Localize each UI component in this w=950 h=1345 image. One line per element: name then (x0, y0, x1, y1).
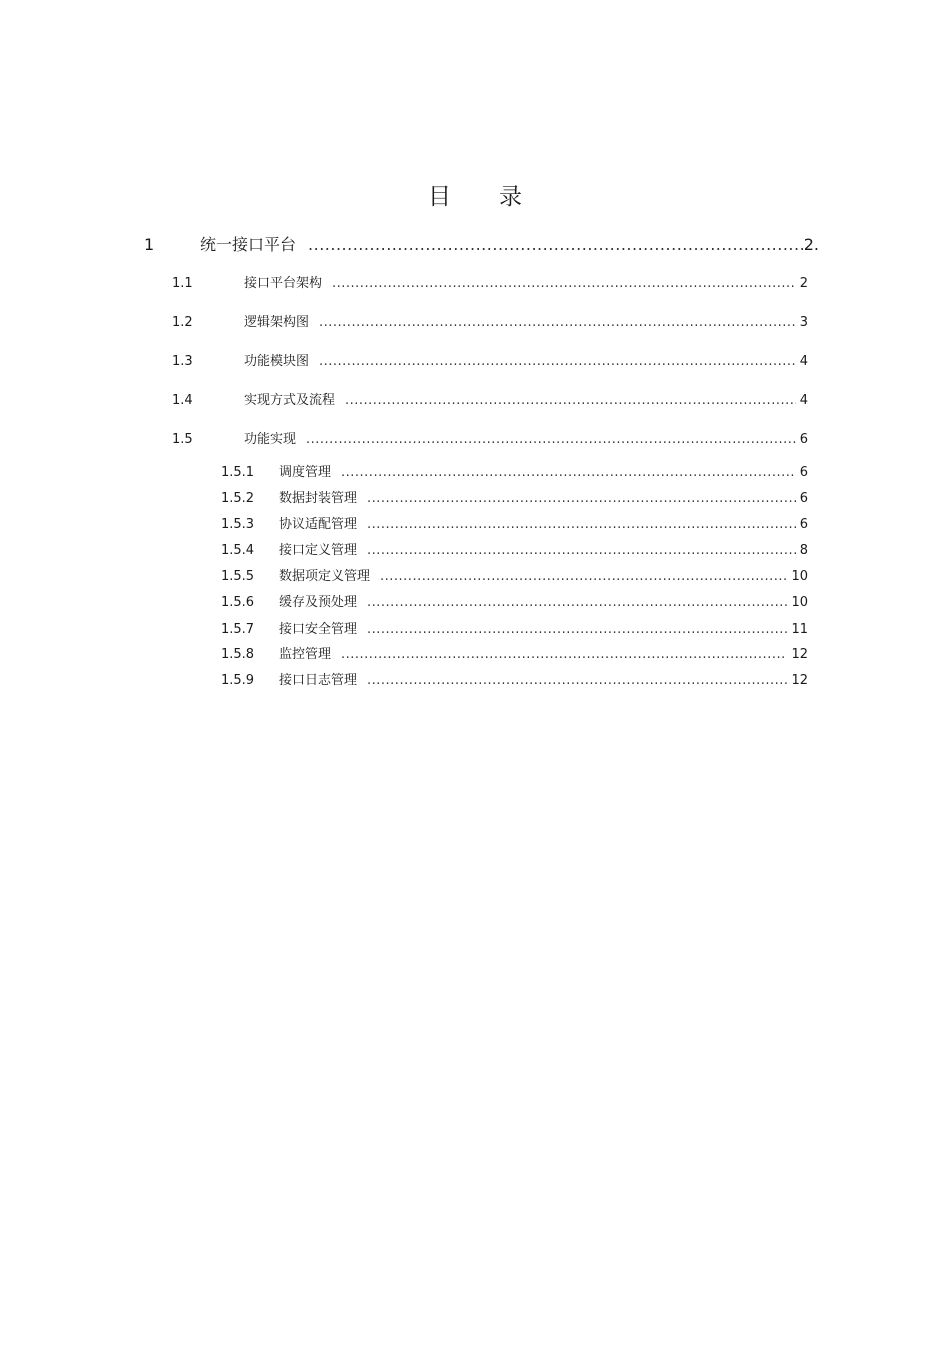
toc-entry-1-5-3[interactable] (221, 513, 808, 535)
toc-leader-dots (367, 622, 787, 637)
toc-entry-page: 4 (799, 354, 808, 369)
toc-entry-page: 2 (799, 276, 808, 291)
toc-entry-1[interactable] (144, 232, 819, 254)
toc-leader-dots (308, 235, 804, 254)
toc-leader-dots (332, 276, 796, 291)
toc-leader-dots (367, 595, 787, 610)
toc-entry-label: 调度管理 (279, 465, 332, 480)
toc-entry-number: 1.5 (172, 432, 193, 447)
toc-entry-page: 11 (791, 622, 808, 637)
toc-entry-page: 10 (791, 569, 808, 584)
toc-entry-number: 1.5.4 (221, 543, 255, 558)
toc-entry-1-5-9[interactable] (221, 669, 808, 691)
toc-entry-1-5-1[interactable] (221, 461, 808, 483)
toc-entry-number: 1.5.2 (221, 491, 255, 506)
toc-entry-number: 1.5.5 (221, 569, 255, 584)
toc-entry-label: 逻辑架构图 (244, 315, 310, 330)
toc-entry-1-2[interactable] (172, 311, 808, 333)
toc-entry-label: 接口日志管理 (279, 673, 358, 688)
toc-entry-1-5-6[interactable] (221, 591, 808, 613)
toc-entry-label: 缓存及预处理 (279, 595, 358, 610)
toc-entry-page: 6 (799, 432, 808, 447)
toc-entry-page: 10 (791, 595, 808, 610)
toc-leader-dots (367, 517, 796, 532)
toc-title: 目录 (428, 184, 570, 210)
toc-entry-number: 1.5.6 (221, 595, 255, 610)
toc-entry-number: 1.4 (172, 393, 193, 408)
toc-leader-dots (341, 647, 787, 662)
toc-entry-1-1[interactable] (172, 272, 808, 294)
toc-entry-page: 12 (791, 673, 808, 688)
toc-entry-number: 1.1 (172, 276, 193, 291)
toc-leader-dots (367, 543, 796, 558)
toc-entry-number: 1.5.3 (221, 517, 255, 532)
toc-entry-number: 1.5.1 (221, 465, 255, 480)
toc-entry-1-5-5[interactable] (221, 565, 808, 587)
toc-entry-label: 数据项定义管理 (279, 569, 371, 584)
toc-entry-number: 1.5.7 (221, 622, 255, 637)
toc-leader-dots (380, 569, 787, 584)
toc-leader-dots (319, 315, 796, 330)
toc-entry-1-5[interactable] (172, 428, 808, 450)
toc-entry-1-4[interactable] (172, 389, 808, 411)
toc-entry-label: 接口安全管理 (279, 622, 358, 637)
toc-entry-page: 6 (799, 465, 808, 480)
toc-entry-label: 协议适配管理 (279, 517, 358, 532)
toc-entry-label: 接口平台架构 (244, 276, 323, 291)
toc-entry-page: 12 (791, 647, 808, 662)
toc-entry-1-5-8[interactable] (221, 643, 808, 665)
toc-entry-label: 功能模块图 (244, 354, 310, 369)
toc-entry-page: 6 (799, 491, 808, 506)
toc-leader-dots (367, 673, 787, 688)
toc-leader-dots (367, 491, 796, 506)
toc-entry-label: 统一接口平台 (200, 235, 297, 254)
toc-entry-label: 数据封装管理 (279, 491, 358, 506)
toc-leader-dots (341, 465, 796, 480)
toc-entry-page: 4 (799, 393, 808, 408)
toc-leader-dots (306, 432, 796, 447)
toc-entry-number: 1.3 (172, 354, 193, 369)
toc-entry-label: 监控管理 (279, 647, 332, 662)
toc-entry-label: 接口定义管理 (279, 543, 358, 558)
toc-entry-1-5-2[interactable] (221, 487, 808, 509)
toc-entry-label: 功能实现 (244, 432, 297, 447)
toc-entry-page: 8 (799, 543, 808, 558)
toc-entry-number: 1.5.9 (221, 673, 255, 688)
toc-entry-page: 3 (799, 315, 808, 330)
toc-entry-page: 2. (803, 235, 819, 254)
toc-entry-number: 1.5.8 (221, 647, 255, 662)
toc-entry-1-3[interactable] (172, 350, 808, 372)
toc-entry-1-5-4[interactable] (221, 539, 808, 561)
toc-leader-dots (345, 393, 796, 408)
toc-entry-label: 实现方式及流程 (244, 393, 336, 408)
toc-entry-number: 1 (144, 235, 155, 254)
toc-entry-number: 1.2 (172, 315, 193, 330)
toc-entry-page: 6 (799, 517, 808, 532)
toc-leader-dots (319, 354, 796, 369)
toc-entry-1-5-7[interactable] (221, 618, 808, 640)
